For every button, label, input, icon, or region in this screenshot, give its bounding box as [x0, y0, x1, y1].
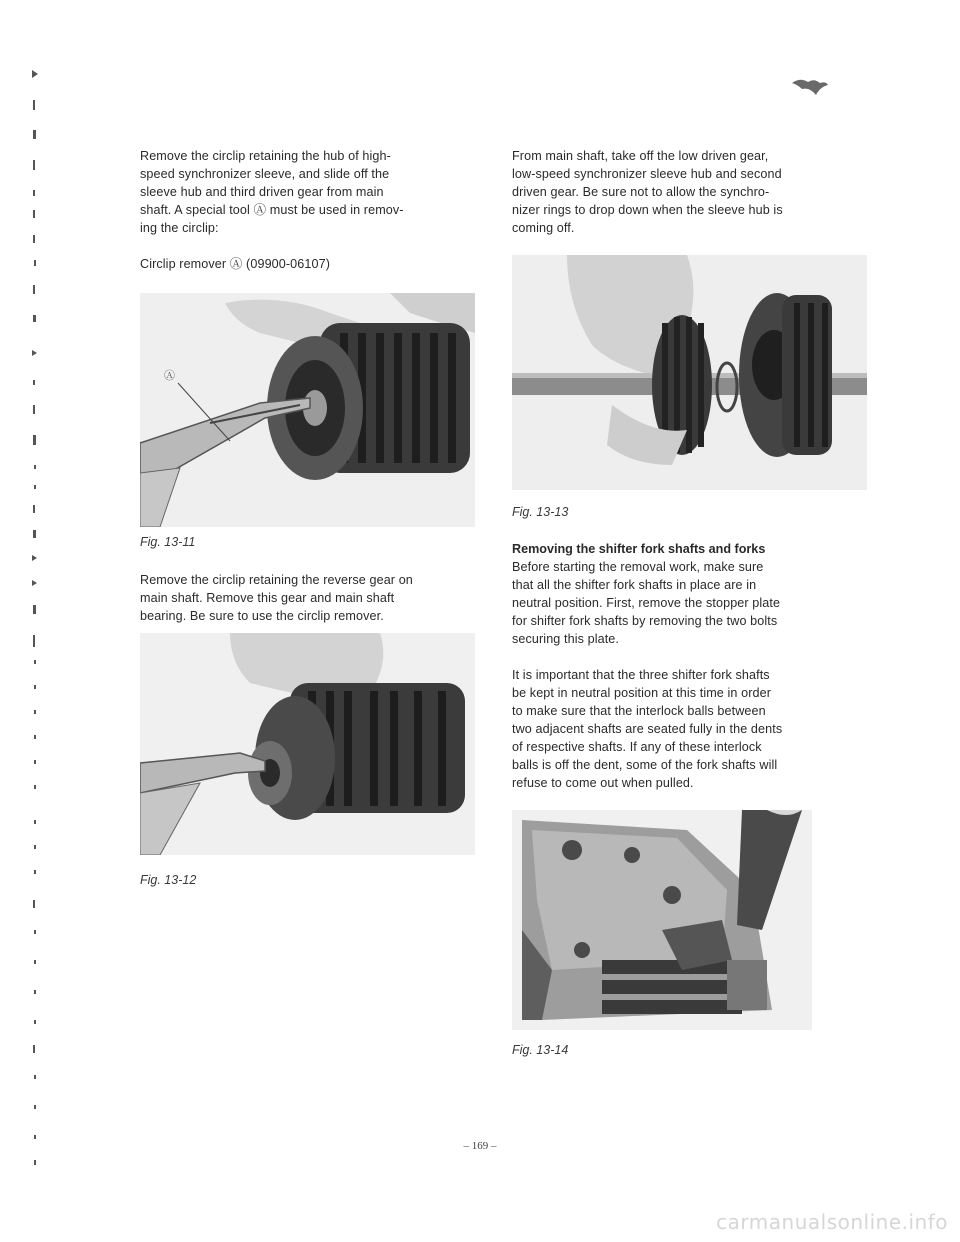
figure-13-13-label: Fig. 13-13 — [512, 505, 569, 519]
section-subheading: Removing the shifter fork shafts and forks — [512, 542, 766, 556]
callout-a: Ⓐ — [164, 370, 175, 382]
tool-reference: Circlip remover Ⓐ (09900-06107) — [140, 257, 330, 271]
site-watermark: carmanualsonline.info — [716, 1210, 948, 1234]
figure-13-14-photo — [512, 810, 812, 1030]
page-number: – 169 – — [463, 1140, 497, 1152]
figure-13-12-label: Fig. 13-12 — [140, 873, 197, 887]
left-paragraph-2: Remove the circlip retaining the reverse gear on main shaft. Remove this gear and main shaft bearing. Be sure to use the circlip remover. — [140, 573, 413, 623]
figure-13-11-photo — [140, 293, 475, 527]
right-paragraph-2: Before starting the removal work, make sure that all the shifter fork shafts in place are in neutral position. First, remove the stopper plate for shifter fork shafts by removing the two bolts securing this plate. — [512, 560, 781, 646]
figure-13-11-label: Fig. 13-11 — [140, 535, 196, 549]
left-paragraph-1: Remove the circlip retaining the hub of high- speed synchronizer sleeve, and slide off the sleeve hub and third driven gear from main shaft. A special tool Ⓐ must be used in remov- ing the circlip: — [140, 149, 404, 235]
margin-scan-marks — [30, 60, 44, 1180]
ink-blot-mark — [790, 75, 830, 97]
figure-13-13-photo — [512, 255, 867, 490]
figure-13-12-photo — [140, 633, 475, 855]
figure-13-14-label: Fig. 13-14 — [512, 1043, 569, 1057]
right-paragraph-3: It is important that the three shifter fork shafts be kept in neutral position at this time in order to make sure that the interlock balls between two adjacent shafts are seated fully in the dents of respective shafts. If any of these interlock balls is off the dent, some of the fork shafts will refuse to come out when pulled. — [512, 668, 783, 790]
right-paragraph-1: From main shaft, take off the low driven gear, low-speed synchronizer sleeve hub and second driven gear. Be sure not to allow the synchro- nizer rings to drop down when the sleeve hub is coming off. — [512, 149, 783, 235]
